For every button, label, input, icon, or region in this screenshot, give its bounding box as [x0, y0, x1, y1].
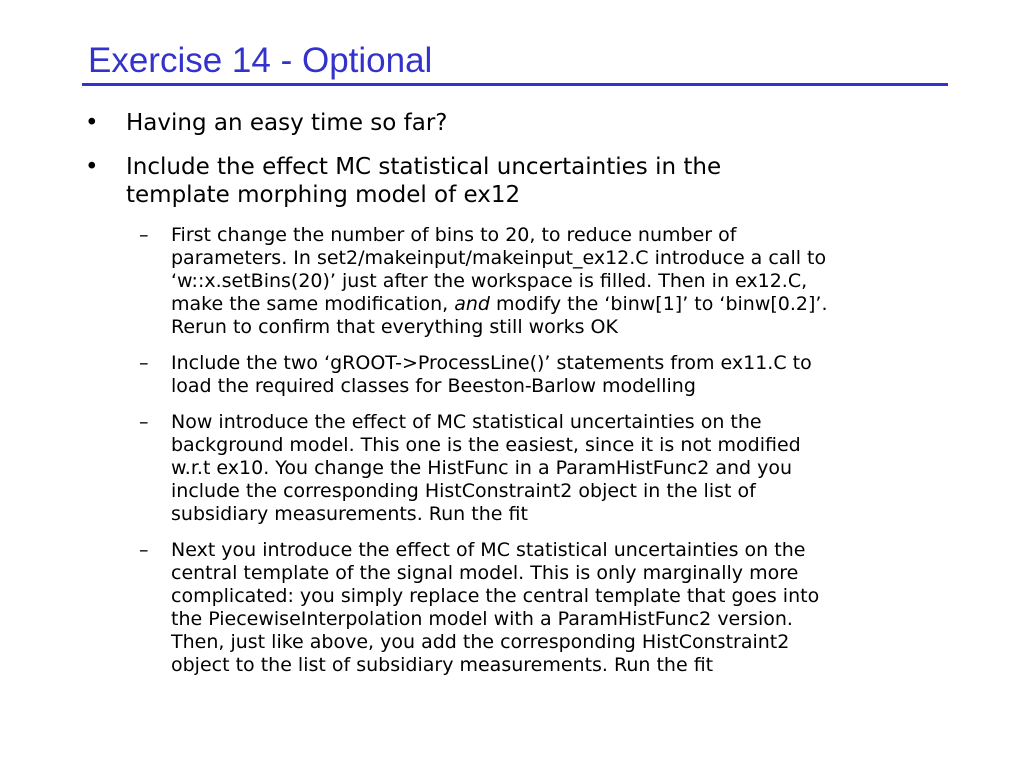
sub-bullet-line: ‘w::x.setBins(20)’ just after the workspace is filled. Then in ex12.C, [171, 270, 808, 292]
bullet-line: Having an easy time so far? [126, 110, 448, 136]
emphasis-and: and [454, 293, 490, 315]
sub-bullet-marker: – [139, 411, 149, 433]
sub-bullet-line: Include the two ‘gROOT->ProcessLine()’ statements from ex11.C to [171, 352, 812, 374]
line-part: modify the ‘binw[1]’ to ‘binw[0.2]’. [489, 293, 828, 315]
sub-bullet-line: background model. This one is the easiest, since it is not modified [171, 434, 801, 456]
sub-bullet-line: object to the list of subsidiary measurements. Run the fit [171, 654, 714, 676]
sub-bullet-text [171, 539, 931, 677]
title-underline [82, 83, 948, 86]
sub-bullet-text [171, 224, 931, 339]
sub-bullet-line: Rerun to confirm that everything still works OK [171, 316, 618, 338]
sub-bullet-text [171, 352, 931, 398]
sub-bullet-line: First change the number of bins to 20, to reduce number of [171, 224, 737, 246]
sub-bullet-text [171, 411, 931, 526]
bullet-text [126, 109, 906, 137]
slide-title: Exercise 14 - Optional [88, 41, 433, 80]
sub-bullet-line: Next you introduce the effect of MC statistical uncertainties on the [171, 539, 806, 561]
bullet-line: template morphing model of ex12 [126, 182, 521, 208]
bullet-marker: • [85, 154, 99, 180]
sub-bullet-marker: – [139, 352, 149, 374]
sub-bullet-line: Then, just like above, you add the corresponding HistConstraint2 [171, 631, 790, 653]
bullet-marker: • [85, 110, 99, 136]
bullet-line: Include the effect MC statistical uncertainties in the [126, 154, 722, 180]
sub-bullet-marker: – [139, 539, 149, 561]
sub-bullet-line [171, 293, 931, 316]
sub-bullet-line: the PiecewiseInterpolation model with a ParamHistFunc2 version. [171, 608, 793, 630]
sub-bullet-line: w.r.t ex10. You change the HistFunc in a ParamHistFunc2 and you [171, 457, 793, 479]
sub-bullet-line: central template of the signal model. This is only marginally more [171, 562, 799, 584]
sub-bullet-line: complicated: you simply replace the central template that goes into [171, 585, 820, 607]
sub-bullet-line: include the corresponding HistConstraint2 object in the list of [171, 480, 756, 502]
sub-bullet-line: Now introduce the effect of MC statistical uncertainties on the [171, 411, 762, 433]
line-part: make the same modification, [171, 293, 455, 315]
bullet-text [126, 153, 906, 209]
sub-bullet-line: subsidiary measurements. Run the fit [171, 503, 528, 525]
sub-bullet-line: load the required classes for Beeston-Barlow modelling [171, 375, 696, 397]
sub-bullet-line: parameters. In set2/makeinput/makeinput_ex12.C introduce a call to [171, 247, 827, 269]
sub-bullet-marker: – [139, 224, 149, 246]
